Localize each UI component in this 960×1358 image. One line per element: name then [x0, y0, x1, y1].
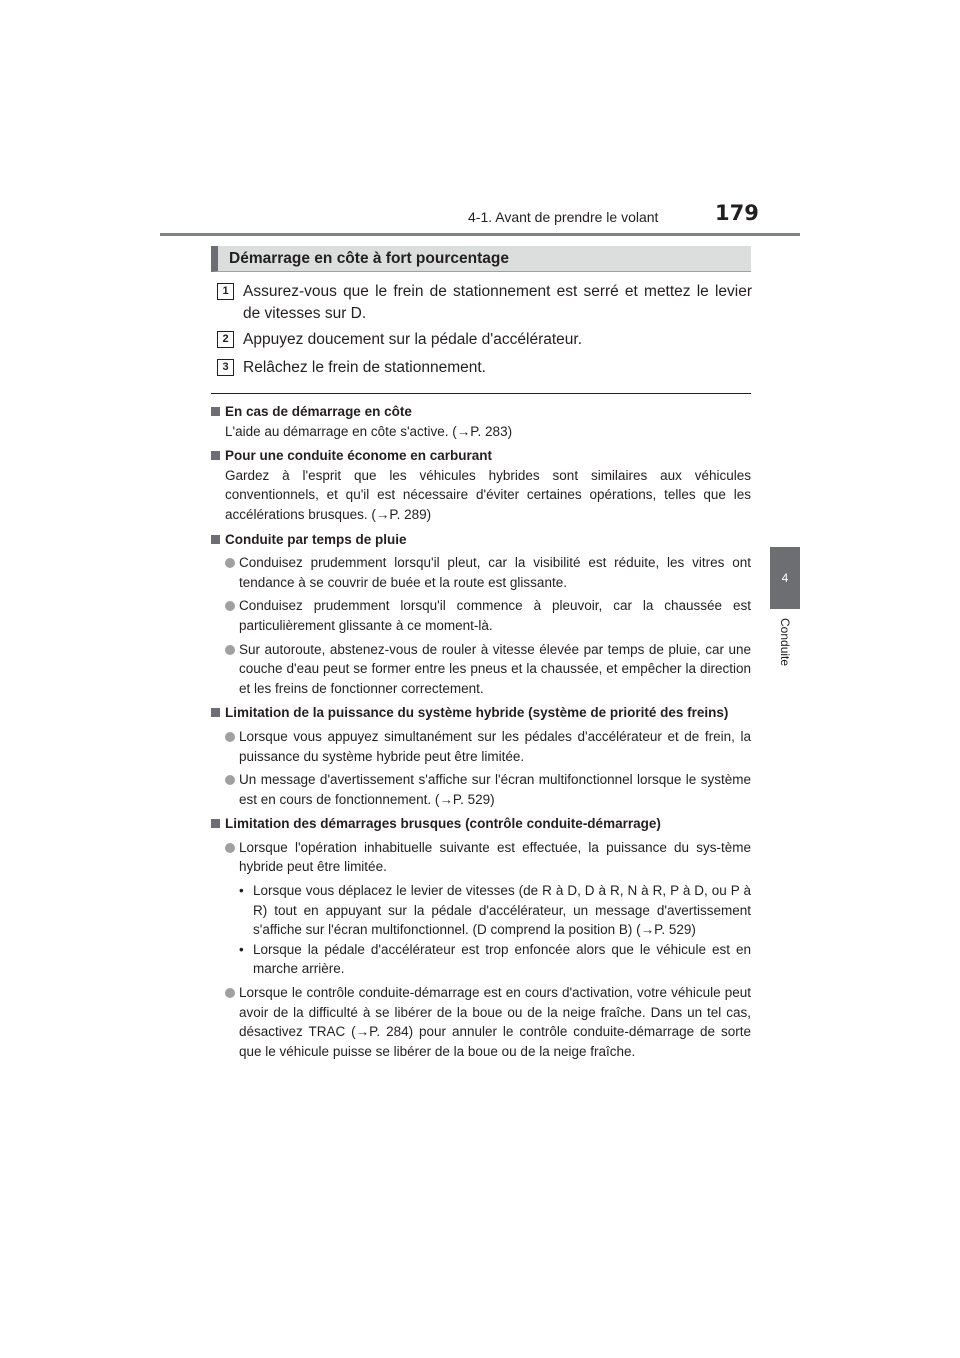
header-section-title: 4-1. Avant de prendre le volant [468, 209, 659, 225]
step-text: Relâchez le frein de stationnement. [243, 359, 486, 376]
dot-bullet-icon: • [239, 941, 244, 957]
list-item [211, 983, 751, 1061]
list-item-text: Un message d'avertissement s'affiche sur l'écran multifonctionnel lorsque le système est en cours de fonctionnement. (→P. 529) [239, 772, 751, 807]
step-text: Assurez-vous que le frein de stationnement est serré et mettez le levier de vitesses sur D. [243, 283, 752, 322]
sub-list-item [211, 940, 751, 979]
list-item-text: Sur autoroute, abstenez-vous de rouler à vitesse élevée par temps de pluie, car une couche d'eau peut se former entre les pneus et la chaussée, et empêcher la direction et les freins de fonctionner correctement. [239, 641, 751, 696]
note-title-text: Pour une conduite économe en carburant [225, 448, 493, 464]
note-drive-start-control [211, 814, 751, 1061]
section-divider [211, 393, 751, 394]
circle-bullet-icon [225, 843, 235, 853]
step-1 [217, 281, 752, 325]
chapter-tab-number: 4 [781, 571, 789, 585]
step-2 [217, 329, 752, 351]
square-bullet-icon [211, 708, 220, 717]
list-item-text: Conduisez prudemment lorsqu'il pleut, car la visibilité est réduite, les vitres ont tendance à se couvrir de buée et la route est glissante. [239, 555, 751, 590]
list-item [211, 553, 751, 592]
note-title [211, 703, 751, 723]
circle-bullet-icon [225, 558, 235, 568]
header-rule [160, 233, 800, 236]
list-item-text: Lorsque vous appuyez simultanément sur les pédales d'accélérateur et de frein, la puissance du système hybride peut être limitée. [239, 728, 751, 764]
circle-bullet-icon [225, 988, 235, 998]
list-item-text: Lorsque l'opération inhabituelle suivante est effectuée, la puissance du sys-tème hybride peut être limitée. [239, 839, 751, 875]
note-title [211, 446, 751, 466]
chapter-tab-label: Conduite [778, 618, 792, 667]
note-brake-override [211, 703, 751, 809]
note-title [211, 530, 751, 550]
step-number-badge: 1 [217, 283, 234, 300]
chapter-tab[interactable] [770, 547, 800, 609]
circle-bullet-icon [225, 732, 235, 742]
note-body: Gardez à l'esprit que les véhicules hybrides sont similaires aux véhicules conventionnels, et qu'il est nécessaire d'éviter certaines opérations, telles que les accélérations brusques. (→P. 289) [225, 467, 751, 522]
circle-bullet-icon [225, 775, 235, 785]
step-text: Appuyez doucement sur la pédale d'accélérateur. [243, 331, 583, 348]
square-bullet-icon [211, 535, 220, 544]
circle-bullet-icon [225, 601, 235, 611]
notes-block [211, 402, 751, 1066]
sub-list-item-text: Lorsque vous déplacez le levier de vitesses (de R à D, D à R, N à R, P à D, ou P à R) tout en appuyant sur la pédale d'accélérateur, un message d'avertissement s'affiche sur l'écran multifonctionnel. (D comprend la position B) (→P. 529) [253, 883, 751, 938]
list-item-text: Conduisez prudemment lorsqu'il commence à pleuvoir, car la chaussée est particulièrement glissante à ce moment-là. [239, 598, 751, 633]
list-item [211, 640, 751, 699]
note-rain [211, 530, 751, 699]
note-title [211, 814, 751, 834]
square-bullet-icon [211, 451, 220, 460]
note-title-text: En cas de démarrage en côte [225, 404, 412, 419]
step-3 [217, 357, 752, 379]
sub-list-item [211, 881, 751, 940]
list-item [211, 596, 751, 635]
note-title-text: Limitation des démarrages brusques (contrôle conduite-démarrage) [225, 816, 661, 832]
list-item-text: Lorsque le contrôle conduite-démarrage est en cours d'activation, votre véhicule peut avoir de la difficulté à se libérer de la boue ou de la neige fraîche. Dans un tel cas, désactivez TRAC (→P. 284) pour annuler le contrôle conduite-démarrage de sorte que le véhicule puisse se libérer de la boue ou de la neige fraîche. [239, 985, 751, 1059]
list-item [211, 727, 751, 766]
sub-list-item-text: Lorsque la pédale d'accélérateur est trop enfoncée alors que le véhicule est en marche arrière. [253, 941, 751, 977]
note-fuel-economy [211, 446, 751, 524]
note-hill-start [211, 402, 751, 441]
square-bullet-icon [211, 819, 220, 828]
page-number: 179 [715, 201, 759, 225]
note-title-text: Limitation de la puissance du système hybride (système de priorité des freins) [225, 705, 729, 721]
note-title [211, 402, 751, 422]
section-title: Démarrage en côte à fort pourcentage [211, 246, 751, 272]
step-number-badge: 3 [217, 359, 234, 376]
dot-bullet-icon: • [239, 883, 244, 899]
list-item [211, 838, 751, 877]
circle-bullet-icon [225, 645, 235, 655]
square-bullet-icon [211, 407, 220, 416]
list-item [211, 770, 751, 809]
note-body: L'aide au démarrage en côte s'active. (→P. 283) [225, 423, 513, 439]
step-number-badge: 2 [217, 331, 234, 348]
note-title-text: Conduite par temps de pluie [225, 531, 407, 547]
